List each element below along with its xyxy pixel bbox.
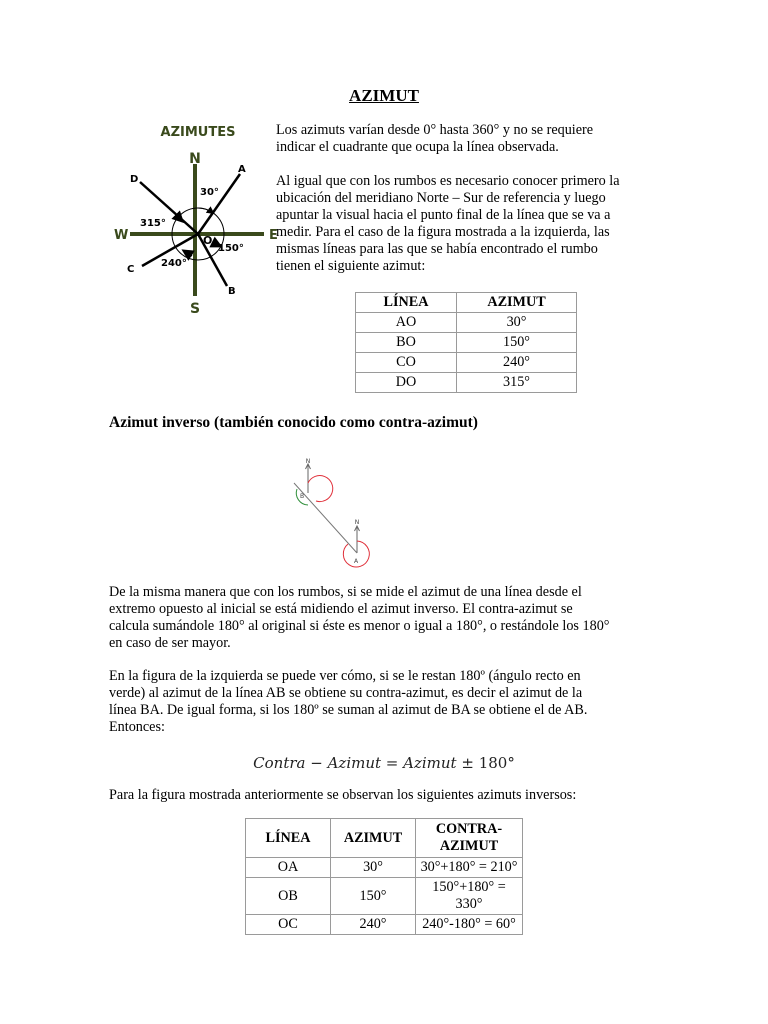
inverse-paragraph-2: En la figura de la izquierda se puede ver cómo, si se le restan 180º (ángulo recto en verde) al azimut de la línea AB se obtiene su contra-azimut, es decir el azimut de la línea BA. De igual forma, si los 180º se suman al azimut de BA se obtiene el de AB. Entonces: [109, 668, 588, 735]
point-a-label: A [238, 164, 246, 175]
point-b-label: B [300, 493, 305, 500]
contra-azimut-formula: Contra − Azimut = Azimut ± 180° [253, 754, 515, 772]
table-header-row [246, 819, 523, 858]
intro-paragraph-1: Los azimuts varían desde 0° hasta 360° y no se requiere indicar el cuadrante que ocupa la línea observada. [276, 122, 594, 155]
arc-240 [184, 251, 192, 256]
contra-azimuth-table [245, 818, 523, 935]
east-label: E [269, 228, 278, 243]
arc-30 [198, 208, 213, 213]
section-heading-inverse-azimuth: Azimut inverso (también conocido como contra-azimut) [109, 414, 478, 431]
point-c-label: C [127, 264, 135, 275]
header-linea: LÍNEA [356, 293, 457, 313]
table-row: OC 240° 240°-180° = 60° [246, 915, 523, 935]
north-b-label: N [305, 458, 311, 465]
angle-30-label: 30° [200, 187, 219, 198]
south-label: S [189, 301, 201, 317]
header-linea: LÍNEA [246, 819, 331, 858]
north-a-label: N [354, 519, 360, 526]
inverse-paragraph-1: De la misma manera que con los rumbos, si se mide el azimut de una línea desde el extremo opuesto al inicial se está midiendo el azimut inverso. El contra-azimut se calcula sumándole 180° al original si éste es menor o igual a 180°, o restándole los 180° en caso de ser mayor. [109, 584, 610, 651]
angle-240-label: 240° [161, 258, 187, 269]
intro-paragraph-2: Al igual que con los rumbos es necesario conocer primero la ubicación del meridiano Norte – Sur de referencia y luego apuntar la visual hacia el punto final de la línea que se va a medir. Para el caso de la figura mostrada a la izquierda, las mismas líneas para las que se había encontrado el rumbo tienen el siguiente azimut: [276, 173, 620, 274]
red-arc-b [308, 476, 333, 502]
north-label: N [189, 151, 201, 167]
azimuth-compass-figure [112, 118, 282, 318]
table-row: BO 150° [356, 333, 577, 353]
point-a-label: A [354, 558, 359, 565]
angle-150-label: 150° [218, 243, 244, 254]
inverse-paragraph-3: Para la figura mostrada anteriormente se observan los siguientes azimuts inversos: [109, 787, 577, 803]
page-title: AZIMUT [349, 86, 419, 105]
azimuth-table [355, 292, 577, 393]
table-row: OB 150° 150°+180° = 330° [246, 878, 523, 915]
header-azimut: AZIMUT [457, 293, 577, 313]
compass-heading: AZIMUTES [160, 125, 236, 140]
angle-315-label: 315° [140, 218, 166, 229]
table-header-row [356, 293, 577, 313]
header-contra-azimut: CONTRA- AZIMUT [416, 819, 523, 858]
line-oa [198, 174, 240, 234]
table-row: CO 240° [356, 353, 577, 373]
inverse-azimuth-figure [290, 455, 380, 570]
table-row: OA 30° 30°+180° = 210° [246, 858, 523, 878]
center-label: O [203, 234, 213, 247]
west-label: W [114, 228, 129, 243]
point-b-label: B [228, 286, 236, 297]
table-row: DO 315° [356, 373, 577, 393]
header-azimut: AZIMUT [331, 819, 416, 858]
point-d-label: D [130, 174, 139, 185]
table-row: AO 30° [356, 313, 577, 333]
